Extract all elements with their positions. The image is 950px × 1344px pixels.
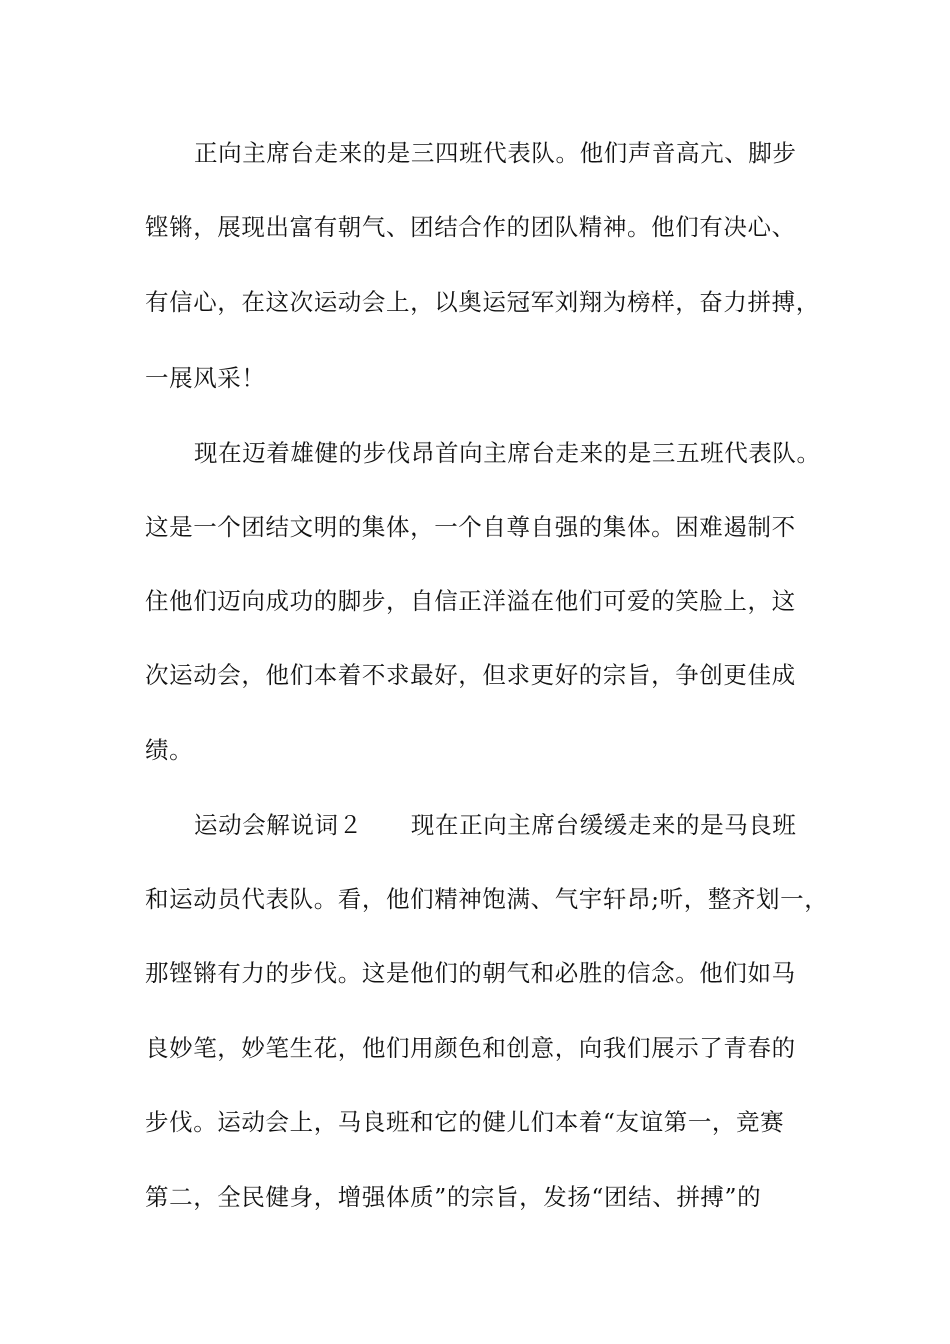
- paragraph-3-line-2: 和运动员代表队。看，他们精神饱满、气宇轩昂;听，整齐划一，: [145, 885, 829, 913]
- paragraph-1-line-2: 铿锵，展现出富有朝气、团结合作的团队精神。他们有决心、: [145, 213, 796, 241]
- paragraph-2-line-2: 这是一个团结文明的集体，一个自尊自强的集体。困难遏制不: [145, 513, 796, 541]
- paragraph-3-line-6: 第二，全民健身，增强体质”的宗旨，发扬“团结、拼搏”的: [145, 1183, 762, 1211]
- paragraph-3-line-3: 那铿锵有力的步伐。这是他们的朝气和必胜的信念。他们如马: [145, 959, 796, 987]
- paragraph-3-line-5: 步伐。运动会上，马良班和它的健儿们本着“友谊第一，竞赛: [145, 1108, 785, 1136]
- paragraph-2-line-3: 住他们迈向成功的脚步，自信正洋溢在他们可爱的笑脸上，这: [145, 587, 796, 615]
- paragraph-3-line-1: 运动会解说词２ 现在正向主席台缓缓走来的是马良班: [194, 811, 797, 839]
- paragraph-2-line-1: 现在迈着雄健的步伐昂首向主席台走来的是三五班代表队。: [194, 439, 821, 467]
- paragraph-2-line-5: 绩。: [145, 736, 194, 764]
- paragraph-2-line-4: 次运动会，他们本着不求最好，但求更好的宗旨，争创更佳成: [145, 661, 796, 689]
- paragraph-3-line-4: 良妙笔，妙笔生花，他们用颜色和创意，向我们展示了青春的: [145, 1034, 796, 1062]
- paragraph-1-line-3: 有信心，在这次运动会上，以奥运冠军刘翔为榜样，奋力拼搏，: [145, 288, 820, 316]
- paragraph-1-line-1: 正向主席台走来的是三四班代表队。他们声音高亢、脚步: [194, 139, 797, 167]
- paragraph-1-line-4: 一展风采！: [145, 364, 266, 392]
